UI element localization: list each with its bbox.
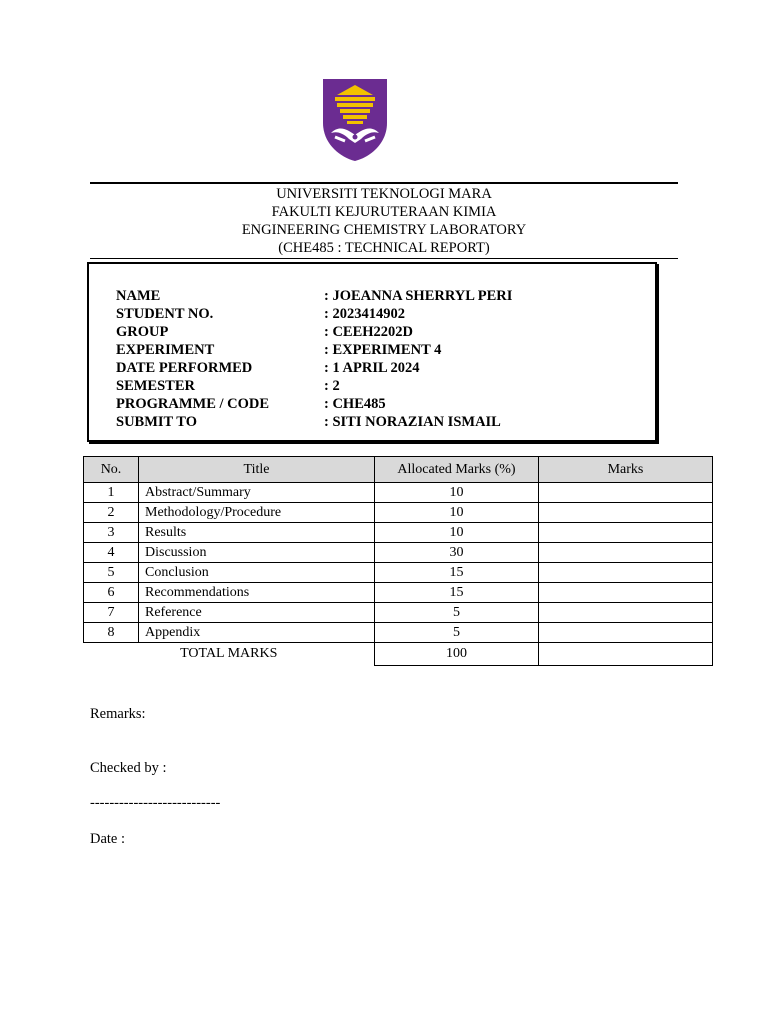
cell-marks xyxy=(539,523,713,543)
cell-marks xyxy=(539,503,713,523)
info-label: PROGRAMME / CODE xyxy=(116,396,270,412)
info-label: DATE PERFORMED xyxy=(116,360,253,376)
marks-table xyxy=(83,456,713,666)
table-row xyxy=(84,523,713,543)
info-label: SUBMIT TO xyxy=(116,414,197,430)
student-info-box xyxy=(87,262,657,442)
table-row xyxy=(84,543,713,563)
info-value: : EXPERIMENT 4 xyxy=(324,342,442,358)
university-crest-icon xyxy=(321,77,389,163)
cell-title: Appendix xyxy=(139,623,375,643)
column-header-allocated: Allocated Marks (%) xyxy=(375,457,539,483)
info-label: SEMESTER xyxy=(116,378,195,394)
table-row xyxy=(84,603,713,623)
table-row xyxy=(84,503,713,523)
cell-marks xyxy=(539,563,713,583)
cell-no: 4 xyxy=(84,543,139,563)
university-name: UNIVERSITI TEKNOLOGI MARA xyxy=(276,186,492,202)
laboratory-name: ENGINEERING CHEMISTRY LABORATORY xyxy=(241,222,527,238)
cell-no: 2 xyxy=(84,503,139,523)
column-header-marks: Marks xyxy=(539,457,713,483)
cell-no: 6 xyxy=(84,583,139,603)
cell-title: Results xyxy=(139,523,375,543)
cell-title: Recommendations xyxy=(139,583,375,603)
checked-by-label: Checked by : xyxy=(90,760,167,776)
cell-no: 7 xyxy=(84,603,139,623)
table-row xyxy=(84,623,713,643)
cell-allocated: 30 xyxy=(375,543,539,563)
cell-marks xyxy=(539,623,713,643)
cell-title: Abstract/Summary xyxy=(139,483,375,503)
faculty-name: FAKULTI KEJURUTERAAN KIMIA xyxy=(271,204,497,220)
cell-no: 5 xyxy=(84,563,139,583)
cell-allocated: 5 xyxy=(375,623,539,643)
cell-no: 1 xyxy=(84,483,139,503)
header-bottom-rule xyxy=(90,258,678,259)
info-value: : 1 APRIL 2024 xyxy=(324,360,420,376)
info-value: : 2 xyxy=(324,378,340,394)
table-row xyxy=(84,583,713,603)
cell-allocated: 10 xyxy=(375,483,539,503)
info-label: GROUP xyxy=(116,324,169,340)
cell-allocated: 10 xyxy=(375,503,539,523)
total-allocated: 100 xyxy=(375,643,539,666)
cell-marks xyxy=(539,483,713,503)
info-label: EXPERIMENT xyxy=(116,342,215,358)
cell-title: Reference xyxy=(139,603,375,623)
info-value: : SITI NORAZIAN ISMAIL xyxy=(324,414,501,430)
cell-title: Conclusion xyxy=(139,563,375,583)
cell-title: Methodology/Procedure xyxy=(139,503,375,523)
total-marks xyxy=(539,643,713,666)
table-header-row xyxy=(84,457,713,483)
info-value: : 2023414902 xyxy=(324,306,405,322)
date-label: Date : xyxy=(90,831,126,847)
cell-allocated: 5 xyxy=(375,603,539,623)
cell-no: 3 xyxy=(84,523,139,543)
report-title: (CHE485 : TECHNICAL REPORT) xyxy=(278,240,490,256)
signature-line: --------------------------- xyxy=(90,795,221,811)
header-top-rule xyxy=(90,182,678,184)
table-row xyxy=(84,483,713,503)
cell-title: Discussion xyxy=(139,543,375,563)
cell-allocated: 15 xyxy=(375,583,539,603)
column-header-title: Title xyxy=(139,457,375,483)
total-marks-label: TOTAL MARKS xyxy=(180,646,278,662)
cell-marks xyxy=(539,583,713,603)
cell-allocated: 10 xyxy=(375,523,539,543)
cell-marks xyxy=(539,603,713,623)
total-row xyxy=(84,643,713,666)
info-label: STUDENT NO. xyxy=(116,306,214,322)
info-value: : JOEANNA SHERRYL PERI xyxy=(324,288,513,304)
cell-allocated: 15 xyxy=(375,563,539,583)
cell-no: 8 xyxy=(84,623,139,643)
info-value: : CHE485 xyxy=(324,396,386,412)
info-label: NAME xyxy=(116,288,161,304)
cell-marks xyxy=(539,543,713,563)
remarks-label: Remarks: xyxy=(90,706,146,722)
info-value: : CEEH2202D xyxy=(324,324,414,340)
table-row xyxy=(84,563,713,583)
document-header xyxy=(90,185,678,257)
column-header-no: No. xyxy=(84,457,139,483)
